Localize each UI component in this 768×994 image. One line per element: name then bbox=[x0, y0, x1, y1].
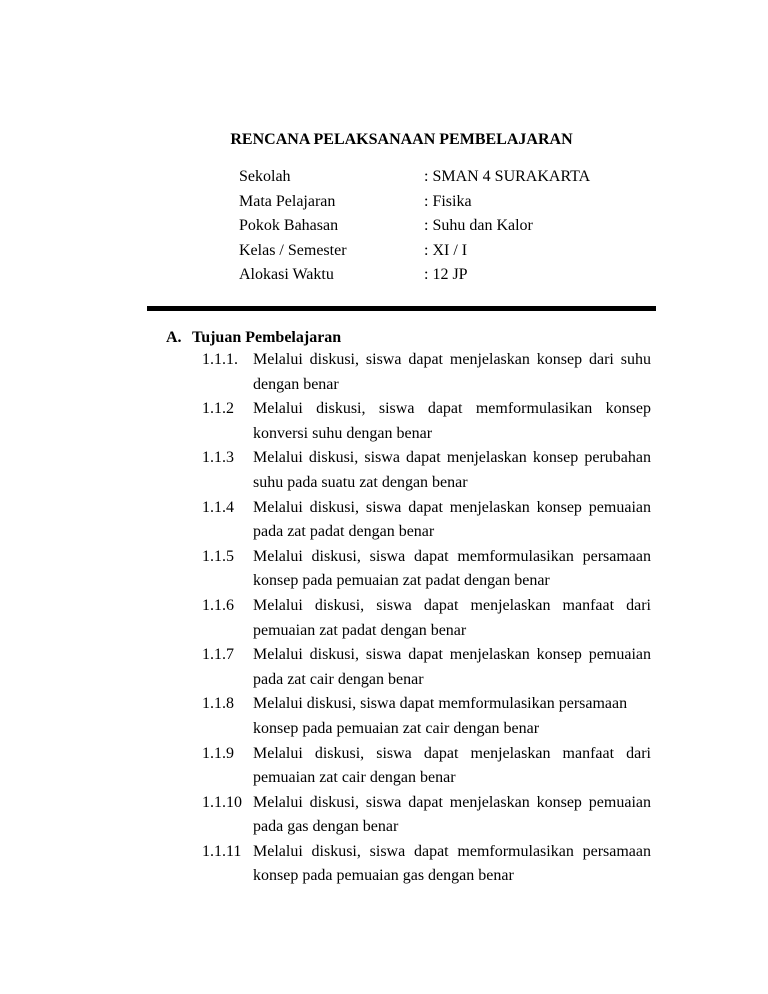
field-value: : Suhu dan Kalor bbox=[424, 217, 533, 235]
objective-number: 1.1.11 bbox=[202, 842, 242, 860]
objective-text-line: Melalui diskusi, siswa dapat memformulasikan persamaan bbox=[253, 547, 651, 565]
objective-text-line: Melalui diskusi, siswa dapat memformulasikan persamaan bbox=[253, 695, 628, 713]
objective-text-line: pada zat padat dengan benar bbox=[253, 523, 435, 541]
field-label: Kelas / Semester bbox=[239, 241, 347, 259]
objective-number: 1.1.2 bbox=[202, 400, 234, 418]
objective-text-line: Melalui diskusi, siswa dapat memformulasikan persamaan bbox=[253, 842, 651, 860]
field-label: Sekolah bbox=[239, 168, 291, 185]
objective-text-line: dengan benar bbox=[253, 375, 339, 393]
field-label: Alokasi Waktu bbox=[239, 266, 334, 284]
objective-item bbox=[202, 594, 651, 643]
objective-text-line: Melalui diskusi, siswa dapat memformulasikan konsep bbox=[253, 400, 651, 418]
objective-item bbox=[202, 397, 651, 446]
objective-item bbox=[202, 643, 651, 692]
header-field-sekolah bbox=[239, 165, 590, 190]
objective-item bbox=[202, 742, 651, 791]
objective-number: 1.1.6 bbox=[202, 596, 234, 614]
field-label: Mata Pelajaran bbox=[239, 192, 336, 210]
header-field-pokok-bahasan bbox=[239, 214, 590, 239]
header-field-mata-pelajaran bbox=[239, 190, 590, 215]
objective-item bbox=[202, 840, 651, 889]
objective-text-line: Melalui diskusi, siswa dapat menjelaskan konsep pemuaian bbox=[253, 498, 651, 516]
header-field-alokasi-waktu bbox=[239, 263, 590, 288]
objective-number: 1.1.9 bbox=[202, 744, 234, 762]
objective-text-line: Melalui diskusi, siswa dapat menjelaskan konsep perubahan bbox=[253, 449, 651, 467]
objective-text-line: Melalui diskusi, siswa dapat menjelaskan konsep dari suhu bbox=[253, 351, 651, 368]
header-field-kelas-semester bbox=[239, 239, 590, 264]
objective-text-line: pemuaian zat padat dengan benar bbox=[253, 621, 467, 639]
objectives-list bbox=[202, 348, 651, 889]
objective-number: 1.1.4 bbox=[202, 498, 234, 516]
objective-number: 1.1.10 bbox=[202, 793, 242, 811]
objective-text-line: konversi suhu dengan benar bbox=[253, 424, 433, 442]
objective-item bbox=[202, 545, 651, 594]
objective-text-line: Melalui diskusi, siswa dapat menjelaskan konsep pemuaian bbox=[253, 793, 651, 811]
field-value: : 12 JP bbox=[424, 266, 468, 284]
objective-text-line: konsep pada pemuaian gas dengan benar bbox=[253, 867, 514, 885]
header-divider-rule bbox=[147, 306, 656, 311]
field-value: : XI / I bbox=[424, 241, 468, 259]
objective-text-line: Melalui diskusi, siswa dapat menjelaskan manfaat dari bbox=[253, 596, 651, 614]
field-value: : Fisika bbox=[424, 192, 472, 210]
objective-number: 1.1.3 bbox=[202, 449, 234, 467]
objective-text-line: suhu pada suatu zat dengan benar bbox=[253, 473, 468, 491]
objective-text-line: Melalui diskusi, siswa dapat menjelaskan manfaat dari bbox=[253, 744, 651, 762]
objective-number: 1.1.8 bbox=[202, 695, 234, 713]
objective-item bbox=[202, 791, 651, 840]
objective-text-line: konsep pada pemuaian zat cair dengan benar bbox=[253, 719, 540, 737]
section-a-heading bbox=[166, 326, 341, 351]
objective-text-line: pemuaian zat cair dengan benar bbox=[253, 769, 456, 787]
objective-item bbox=[202, 496, 651, 545]
objective-number: 1.1.1. bbox=[202, 351, 238, 368]
field-label: Pokok Bahasan bbox=[239, 217, 339, 235]
section-title: Tujuan Pembelajaran bbox=[192, 329, 342, 346]
objective-number: 1.1.5 bbox=[202, 547, 234, 565]
objective-number: 1.1.7 bbox=[202, 646, 234, 664]
objective-item bbox=[202, 446, 651, 495]
objective-item bbox=[202, 348, 651, 397]
objective-text-line: Melalui diskusi, siswa dapat menjelaskan konsep pemuaian bbox=[253, 646, 651, 664]
objective-text-line: konsep pada pemuaian zat padat dengan benar bbox=[253, 572, 550, 590]
objective-text-line: pada gas dengan benar bbox=[253, 818, 399, 836]
document-title: RENCANA PELAKSANAAN PEMBELAJARAN bbox=[230, 131, 573, 148]
objective-text-line: pada zat cair dengan benar bbox=[253, 670, 424, 688]
header-fields bbox=[239, 165, 590, 288]
section-letter: A. bbox=[166, 329, 182, 346]
field-value: : SMAN 4 SURAKARTA bbox=[424, 168, 591, 185]
objective-item bbox=[202, 692, 651, 741]
